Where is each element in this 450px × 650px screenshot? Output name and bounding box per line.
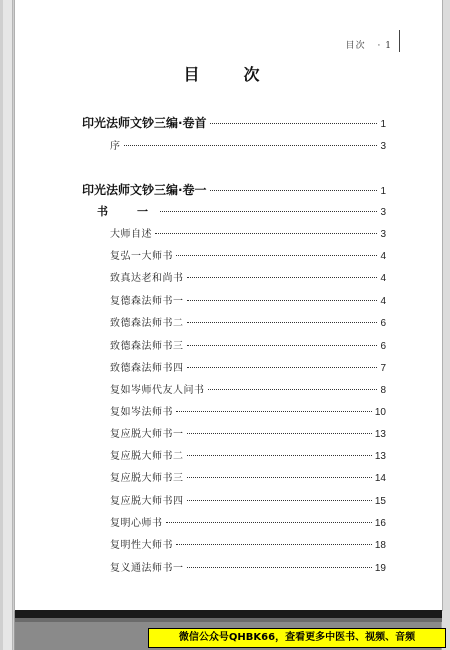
toc-entry-title: 复应脱大师书二 <box>110 451 184 462</box>
toc-entry-page: 15 <box>374 496 386 507</box>
viewer-scrollbar[interactable] <box>441 0 450 650</box>
toc-entry[interactable] <box>110 403 386 418</box>
toc-leader-dots <box>187 367 378 368</box>
toc-leader-dots <box>166 522 372 523</box>
toc-entry-page: 3 <box>380 229 386 240</box>
toc-entry[interactable] <box>110 514 386 529</box>
running-header-page: · 1 <box>377 41 392 51</box>
toc-entry-page: 10 <box>374 407 386 418</box>
toc-entry[interactable] <box>110 536 386 551</box>
toc-leader-dots <box>160 211 377 212</box>
toc-entry-title: 书 一 <box>97 205 157 218</box>
toc-entry-page: 4 <box>380 296 386 307</box>
toc-title: 目 次 <box>183 65 274 84</box>
toc-entry-page: 4 <box>380 251 386 262</box>
toc-entry[interactable] <box>110 314 386 329</box>
toc-entry[interactable] <box>110 381 386 396</box>
toc-entry[interactable] <box>82 114 386 131</box>
toc-entry-title: 复明心师书 <box>110 518 163 529</box>
toc-leader-dots <box>187 477 372 478</box>
toc-entry-title: 致德森法师书三 <box>110 341 184 352</box>
toc-leader-dots <box>187 277 378 278</box>
toc-entry-page: 18 <box>374 540 386 551</box>
toc-leader-dots <box>176 411 372 412</box>
toc-leader-dots <box>176 255 377 256</box>
toc-entry-title: 序 <box>110 141 121 152</box>
toc-entry[interactable] <box>110 292 386 307</box>
toc-entry[interactable] <box>110 425 386 440</box>
toc-entry[interactable] <box>110 247 386 262</box>
toc-entry-page: 3 <box>380 141 386 152</box>
toc-entry-title: 复应脱大师书四 <box>110 496 184 507</box>
toc-entry-title: 复德森法师书一 <box>110 296 184 307</box>
toc-entry-title: 致真达老和尚书 <box>110 273 184 284</box>
toc-entry-page: 4 <box>380 273 386 284</box>
toc-entry-page: 13 <box>374 429 386 440</box>
toc-leader-dots <box>187 300 378 301</box>
toc-leader-dots <box>187 322 378 323</box>
toc-entry-page: 1 <box>380 119 386 130</box>
toc-entry-title: 复义通法师书一 <box>110 563 184 574</box>
toc-leader-dots <box>176 544 372 545</box>
toc-entry-title: 复明性大师书 <box>110 540 173 551</box>
toc-leader-dots <box>187 455 372 456</box>
toc-entry[interactable] <box>82 181 386 198</box>
toc-entry-page: 3 <box>380 207 386 218</box>
toc-entry-title: 印光法师文钞三编·卷一 <box>82 183 207 197</box>
toc-entry[interactable] <box>110 447 386 462</box>
toc-leader-dots <box>208 389 378 390</box>
toc-entry[interactable] <box>110 137 386 152</box>
toc-entry-title: 致德森法师书二 <box>110 318 184 329</box>
toc-entry-page: 19 <box>374 563 386 574</box>
toc-entry[interactable] <box>110 269 386 284</box>
toc-entry-page: 6 <box>380 318 386 329</box>
page-bottom-edge <box>15 610 442 618</box>
toc-leader-dots <box>210 123 378 124</box>
toc-entry-title: 大师自述 <box>110 229 152 240</box>
toc-leader-dots <box>210 190 378 191</box>
toc-entry[interactable] <box>110 492 386 507</box>
toc-entry[interactable] <box>110 359 386 374</box>
toc-entry-title: 致德森法师书四 <box>110 363 184 374</box>
toc-entry-page: 13 <box>374 451 386 462</box>
footer-banner: 微信公众号QHBK66，查看更多中医书、视频、音频 <box>148 628 446 648</box>
toc-entry-page: 1 <box>380 186 386 197</box>
toc-entry-page: 6 <box>380 341 386 352</box>
toc-entry[interactable] <box>110 337 386 352</box>
toc-entry-title: 复应脱大师书一 <box>110 429 184 440</box>
toc-entry[interactable] <box>97 203 386 219</box>
toc-entry-page: 16 <box>374 518 386 529</box>
toc-entry[interactable] <box>110 469 386 484</box>
toc-entry-title: 复如岑师代友人问书 <box>110 385 205 396</box>
toc-leader-dots <box>187 500 372 501</box>
toc-leader-dots <box>155 233 377 234</box>
toc-leader-dots <box>124 145 378 146</box>
document-page <box>15 0 442 610</box>
toc-entry-title: 复弘一大师书 <box>110 251 173 262</box>
toc-leader-dots <box>187 433 372 434</box>
toc-entry-title: 复如岑法师书 <box>110 407 173 418</box>
toc-leader-dots <box>187 567 372 568</box>
header-divider <box>399 30 400 52</box>
toc-entry-page: 7 <box>380 363 386 374</box>
toc-entry-title: 复应脱大师书三 <box>110 473 184 484</box>
toc-leader-dots <box>187 345 378 346</box>
running-header-title: 目次 <box>345 41 366 51</box>
toc-entry[interactable] <box>110 225 386 240</box>
running-header <box>346 38 392 51</box>
toc-entry-page: 8 <box>380 385 386 396</box>
viewer-left-margin <box>0 0 15 650</box>
toc-entry-title: 印光法师文钞三编·卷首 <box>82 116 207 130</box>
toc-entry[interactable] <box>110 559 386 574</box>
toc-entry-page: 14 <box>374 473 386 484</box>
page-bottom-shadow <box>15 618 442 622</box>
